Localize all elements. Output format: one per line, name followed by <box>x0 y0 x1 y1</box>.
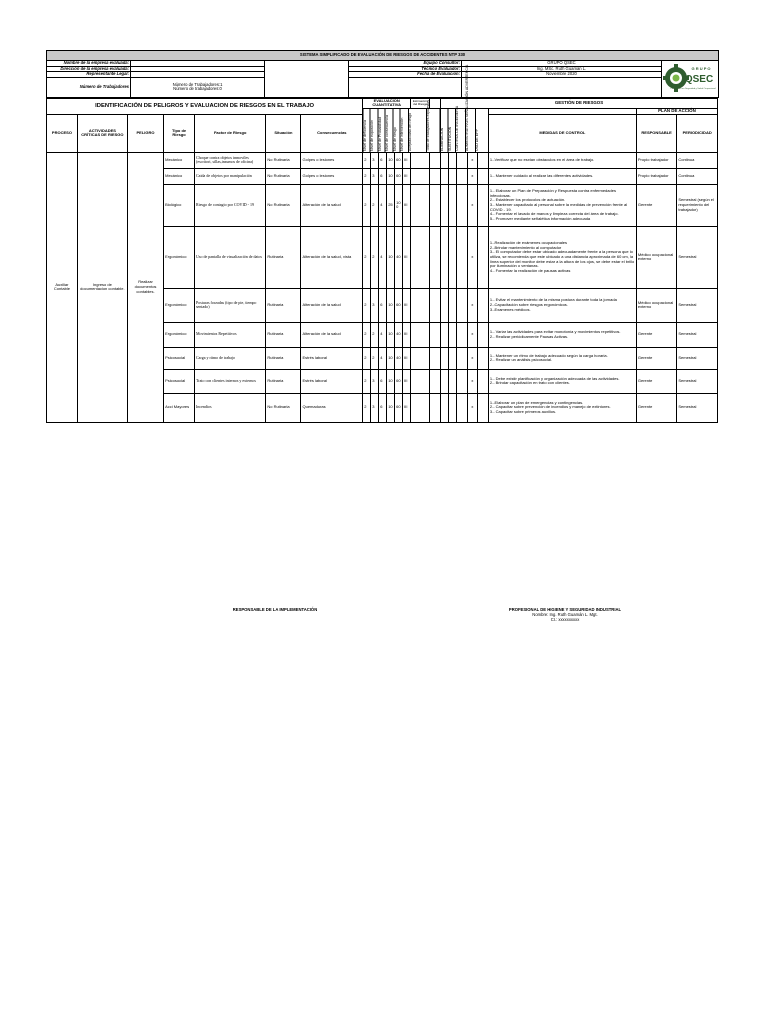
acceptability-cell <box>411 322 430 347</box>
control-measure-line: 3.- El computador debe estar ubicado adecuadamente frente a la persona que lo utiliza, se recomienda que este ubicado a una distancia aproximada de 60 cm, la línea superior del monitor debe estar a la altura de los ojos, se debe estar el brillo por iluminación o ventanas. <box>489 249 635 269</box>
vertical-header-administrativo: ADMINISTRATIVOS SEÑALIZACIÓN ADVERTENCIA <box>465 108 476 152</box>
level-ni-cell: III <box>403 347 411 369</box>
administrative-control-cell: x <box>467 288 478 322</box>
situation-cell: No Rutinaria <box>266 393 301 422</box>
control-measures-cell <box>488 322 636 347</box>
col-factor: Factor de Riesgo <box>195 114 266 152</box>
level-nc-cell: 10 <box>387 152 395 168</box>
control-measure-line: 1.- Elaborar un Plan de Preparación y Respuesta contra enfermedades infecciosas. <box>489 188 616 198</box>
risk-factor-cell: Incendios <box>195 393 266 422</box>
ppe-cell <box>478 288 489 322</box>
control-measures-cell <box>488 288 636 322</box>
vertical-header-epp: USO DE EPP <box>475 108 486 152</box>
level-nr-cell: 40 <box>395 347 403 369</box>
exposed-workers-cell <box>430 226 441 288</box>
control-measures-cell <box>488 184 636 226</box>
vertical-header-ni: Nivel de intervención <box>400 108 409 152</box>
exposed-workers-cell <box>430 168 441 184</box>
risk-type-cell: Mecánico <box>164 168 195 184</box>
level-nd-cell: 2 <box>363 168 371 184</box>
level-ni-cell: III <box>403 393 411 422</box>
exposed-workers-cell <box>430 393 441 422</box>
control-measure-line: 1.- Mantener cuidado al realizar las diferentes actividades. <box>489 172 594 178</box>
col-peligro: PELIGRO <box>127 114 163 152</box>
level-np-cell: 4 <box>379 184 387 226</box>
action-plan-title: PLAN DE ACCIÓN <box>636 108 717 114</box>
responsible-cell: Propio trabajador <box>636 168 676 184</box>
risk-type-cell: Ergonómico <box>164 288 195 322</box>
level-nc-cell: 10 <box>387 226 395 288</box>
control-measure-line: 3.-Examenes médicos. <box>489 306 531 312</box>
level-nr-cell: 60 <box>395 152 403 168</box>
control-measure-line: 4.- Fomentar la realización de pausas activas <box>489 267 571 273</box>
acceptability-cell <box>411 152 430 168</box>
header-blank-cell <box>265 61 349 98</box>
situation-cell: Rutinaria <box>266 226 301 288</box>
elimination-cell <box>440 393 448 422</box>
control-measures-cell <box>488 347 636 369</box>
vertical-header-eliminacion: ELIMINACIÓN <box>440 108 449 152</box>
consequence-cell: Estrés laboral <box>301 369 363 393</box>
level-nc-cell: 10 <box>387 369 395 393</box>
consequence-cell: Alteración de la salud <box>301 322 363 347</box>
elimination-cell <box>440 322 448 347</box>
process-cell: Auxiliar Contable <box>47 152 78 422</box>
level-nc-cell: 10 <box>387 393 395 422</box>
control-measures-cell <box>488 369 636 393</box>
control-measure-line: 5.- Promover mediante señalética información adecuada <box>489 215 591 221</box>
periodicity-cell: Semestral <box>677 322 718 347</box>
acceptability-cell <box>411 288 430 322</box>
periodicity-cell: Semestral <box>677 393 718 422</box>
legal-rep-label: Representante Legal: <box>47 72 131 78</box>
acceptability-cell <box>411 369 430 393</box>
periodicity-cell: Semestral <box>677 288 718 322</box>
management-title: GESTIÓN DE RIESGOS <box>440 98 717 108</box>
elimination-cell <box>440 168 448 184</box>
level-ne-cell: 3 <box>371 288 379 322</box>
vertical-header-nr: Nivel de riesgo <box>393 108 402 152</box>
level-nc-cell: 25 <box>387 184 395 226</box>
level-nd-cell: 2 <box>363 226 371 288</box>
situation-cell: Rutinaria <box>266 347 301 369</box>
level-np-cell: 6 <box>379 288 387 322</box>
control-measure-line: 1.- Mantener un ritmo de trabajo adecuado según la carga horaria. <box>489 352 608 358</box>
vertical-header-sustitucion: SUSTITUCIÓN <box>448 108 457 152</box>
level-ne-cell: 2 <box>371 226 379 288</box>
level-nc-cell: 10 <box>387 347 395 369</box>
level-ni-cell: III <box>403 226 411 288</box>
consequence-cell: Quemaduras <box>301 393 363 422</box>
level-nr-cell: 40 <box>395 322 403 347</box>
logo-main-text: QSEC <box>684 74 714 85</box>
control-measure-line: 2.- Establecer los protocolos de actuación. <box>489 197 566 203</box>
acceptability-cell <box>411 184 430 226</box>
col-responsable: RESPONSABLE <box>636 114 676 152</box>
acceptability-cell <box>411 226 430 288</box>
workers-label: Número de Trabajadores <box>47 77 131 97</box>
risk-type-cell: Ergonómico <box>164 322 195 347</box>
substitution-cell <box>448 226 456 288</box>
risk-type-cell: Mecánico <box>164 152 195 168</box>
control-measure-line: 2.-Brindar mantenimiento al computador <box>489 244 562 250</box>
control-measure-line: 1.- Evitar el mantenimiento de la misma postura durante toda la jornada <box>489 297 617 303</box>
periodicity-cell: Semestral <box>677 369 718 393</box>
date-label: Fecha de Evaluación: <box>349 72 462 78</box>
exposed-workers-cell <box>430 152 441 168</box>
ppe-cell <box>478 393 489 422</box>
engineering-control-cell <box>456 347 467 369</box>
level-ni-cell: III <box>403 168 411 184</box>
ppe-cell <box>478 152 489 168</box>
risk-factor-cell: Movimientos Repetitivos <box>195 322 266 347</box>
acceptability-cell <box>411 168 430 184</box>
hazard-cell: Realizar documentos contables. <box>127 152 163 422</box>
level-np-cell: 4 <box>379 226 387 288</box>
col-periodicidad: PERIODICIDAD <box>677 114 718 152</box>
engineering-control-cell <box>456 393 467 422</box>
level-np-cell: 6 <box>379 168 387 184</box>
identification-title: IDENTIFICACIÓN DE PELIGROS Y EVALUACION DE RIESGOS EN EL TRABAJO <box>47 98 363 114</box>
administrative-control-cell: x <box>467 322 478 347</box>
situation-cell: No Rutinaria <box>266 168 301 184</box>
consequence-cell: Alteración de la salud, vista <box>301 226 363 288</box>
header-blank-cell-2 <box>349 77 462 97</box>
exposed-workers-cell <box>430 288 441 322</box>
col-situacion: Situación <box>266 114 301 152</box>
acceptability-cell <box>411 393 430 422</box>
date-value: Noviembre 2020 <box>462 72 662 78</box>
periodicity-cell: Continua <box>677 168 718 184</box>
col-consecuencias: Consecuencias <box>301 114 363 152</box>
level-nr-cell: 60 <box>395 288 403 322</box>
level-ne-cell: 2 <box>371 347 379 369</box>
substitution-cell <box>448 152 456 168</box>
substitution-cell <box>448 168 456 184</box>
control-measure-line: 1.-Verificar que no esxtan obstaculos en el área de trabajo. <box>489 156 595 162</box>
situation-cell: Rutinaria <box>266 288 301 322</box>
substitution-cell <box>448 347 456 369</box>
risk-type-cell: Psicosocial <box>164 347 195 369</box>
ppe-cell <box>478 347 489 369</box>
document-title: SISTEMA SIMPLIFICADO DE EVALUACIÓN DE RIESGOS DE ACCIDENTES NTP 330 <box>47 51 719 61</box>
engineering-control-cell <box>456 152 467 168</box>
responsible-cell: Gerente <box>636 393 676 422</box>
ppe-cell <box>478 184 489 226</box>
control-measure-line: 2.- Realizar un análisis psicosocial. <box>489 357 553 363</box>
responsible-cell: Médico ocupacional externo <box>636 288 676 322</box>
evaluation-title: EVALUACION CUANTITATIVA <box>363 98 411 108</box>
level-ni-cell: III <box>403 322 411 347</box>
control-measures-cell <box>488 393 636 422</box>
control-measure-line: 4.- Fomentar el lavado de manos y limpieza correcta del área de trabajo. <box>489 211 619 217</box>
consequence-cell: Golpes o lesiones <box>301 168 363 184</box>
vertical-header-np: Nivel de Probabilidad <box>378 108 387 152</box>
risk-factor-cell: Riesgo de contagio por COVID - 19 <box>195 184 266 226</box>
level-nr-cell: 60 <box>395 168 403 184</box>
header-blank-cell-3 <box>462 77 662 97</box>
elimination-cell <box>440 226 448 288</box>
level-np-cell: 4 <box>379 347 387 369</box>
level-ne-cell: 2 <box>371 184 379 226</box>
level-nc-cell: 10 <box>387 288 395 322</box>
level-nd-cell: 2 <box>363 322 371 347</box>
level-ni-cell: III <box>403 184 411 226</box>
level-nd-cell: 2 <box>363 184 371 226</box>
level-nd-cell: 2 <box>363 369 371 393</box>
level-ne-cell: 3 <box>371 369 379 393</box>
risk-factor-cell: Trato con clientes internos y externos <box>195 369 266 393</box>
consequence-cell: Estrés laboral <box>301 347 363 369</box>
vertical-header-ingenieria: CONTROL DE INGENIERÍA <box>455 108 466 152</box>
risk-type-cell: Biológico <box>164 184 195 226</box>
level-np-cell: 6 <box>379 369 387 393</box>
level-ni-cell: III <box>403 369 411 393</box>
consequence-cell: Alteración de la salud <box>301 184 363 226</box>
substitution-cell <box>448 288 456 322</box>
workers-value-2: Número de trabajadores:0 <box>173 86 222 92</box>
evaluator-value: Ing. MSc. Ruth Guamán L. <box>462 66 662 72</box>
elimination-cell <box>440 347 448 369</box>
company-address-label: Dirección de la empresa evaluada: <box>47 66 131 72</box>
col-medidas: MEDIDAS DE CONTROL <box>488 114 636 152</box>
risk-factor-cell: Uso de pantalla de visualización de datos <box>195 226 266 288</box>
level-nr-cell: 60 <box>395 369 403 393</box>
vertical-header-nc: Nivel de consecuencia <box>385 108 394 152</box>
engineering-control-cell <box>456 369 467 393</box>
vertical-header-ne: Nivel de exposición <box>370 108 379 152</box>
control-measures-cell <box>488 168 636 184</box>
administrative-control-cell: x <box>467 226 478 288</box>
level-ne-cell: 3 <box>371 152 379 168</box>
exposed-workers-cell <box>430 322 441 347</box>
level-np-cell: 6 <box>379 393 387 422</box>
vertical-header-trabajadores: Total de trabajadores expuestos <box>426 108 437 152</box>
risk-type-cell: Ergonómico <box>164 226 195 288</box>
logo-cell <box>662 61 719 98</box>
control-measure-line: 1.- Variar las actividades para evitar monotonía y movimientos repetitivos. <box>489 329 621 335</box>
level-nc-cell: 10 <box>387 322 395 347</box>
substitution-cell <box>448 369 456 393</box>
situation-cell: Rutinaria <box>266 322 301 347</box>
exposed-workers-cell <box>430 184 441 226</box>
ppe-cell <box>478 322 489 347</box>
table-row <box>47 152 718 168</box>
level-nd-cell: 2 <box>363 347 371 369</box>
level-nr-cell: 40 <box>395 226 403 288</box>
administrative-control-cell: x <box>467 184 478 226</box>
workers-value-1: Número de Trabajadores:1 <box>172 81 223 87</box>
exposed-workers-cell <box>430 347 441 369</box>
risk-estimation-title: Estimación del Riesgo <box>411 98 430 108</box>
consultant-value: GRUPO QSEC <box>462 61 662 67</box>
col-tipo: Tipo de Riesgo <box>164 114 195 152</box>
control-measure-line: 3.- Mantener capacitado al personal sobre la medidas de prevención frente al COVID - 19. <box>489 201 628 212</box>
risk-factor-cell: Carga y ritmo de trabajo <box>195 347 266 369</box>
control-measure-line: 1.-Realización de exámenes ocupacionales <box>489 240 568 246</box>
level-np-cell: 6 <box>379 152 387 168</box>
header-table <box>46 50 719 98</box>
situation-cell: No Rutinaria <box>266 152 301 168</box>
administrative-control-cell: x <box>467 168 478 184</box>
responsible-cell: Propio trabajador <box>636 152 676 168</box>
risk-factor-cell: Posturas forzadas (tipo de pie, tiempo sentado) <box>195 288 266 322</box>
left-signature <box>200 607 350 612</box>
responsible-cell: Gerente <box>636 322 676 347</box>
risk-matrix-sheet <box>46 50 718 423</box>
risk-type-cell: Acci Mayores <box>164 393 195 422</box>
administrative-control-cell: x <box>467 369 478 393</box>
control-measures-cell <box>488 152 636 168</box>
responsible-cell: Médico ocupacional externo <box>636 226 676 288</box>
right-signature-name: Nombre: Ing. Ruth Guamán L. Mgt. <box>532 612 598 617</box>
control-measure-line: 2.- Capacitar sobre prevención de incendios y manejo de extintores. <box>489 404 611 410</box>
engineering-control-cell <box>456 168 467 184</box>
periodicity-cell: Semestral <box>677 226 718 288</box>
level-np-cell: 4 <box>379 322 387 347</box>
logo-sub-text: Consultoría en Seguridad y Salud Ocupacional <box>670 88 716 90</box>
right-signature-id: CI.: xxxxxxxxxx <box>550 617 580 622</box>
right-signature-title: PROFESIONAL DE HIGIENE Y SEGURIDAD INDUSTRIAL <box>508 607 622 612</box>
activities-cell: Ingreso de documentacion contable. <box>77 152 127 422</box>
right-signature <box>480 607 650 622</box>
col-actividades: ACTIVIDADES CRÍTICAS DE RIESGO <box>77 114 127 152</box>
elimination-cell <box>440 288 448 322</box>
control-measure-line: 3.- Capacitar sobre primeros auxilios. <box>489 409 557 415</box>
level-nd-cell: 2 <box>363 393 371 422</box>
elimination-cell <box>440 369 448 393</box>
level-nr-cell: 60 <box>395 393 403 422</box>
control-measure-line: 2.- Realizar periódicamente Pausas Activas. <box>489 333 569 339</box>
left-signature-title: RESPONSABLE DE LA IMPLEMENTACIÓN <box>232 607 318 612</box>
consequence-cell: Alteración de la salud <box>301 288 363 322</box>
level-nd-cell: 2 <box>363 288 371 322</box>
evaluator-label: Técnico Evaluador: <box>349 66 462 72</box>
control-measures-cell <box>488 226 636 288</box>
consequence-cell: Golpes o lesiones <box>301 152 363 168</box>
ppe-cell <box>478 168 489 184</box>
engineering-control-cell <box>456 184 467 226</box>
blank-head <box>430 98 441 108</box>
level-ni-cell: III <box>403 152 411 168</box>
risk-factor-cell: Caida de objetos por manipulación <box>195 168 266 184</box>
vertical-header-aceptabilidad: Aceptabilidad del riesgo <box>408 108 427 152</box>
substitution-cell <box>448 184 456 226</box>
exposed-workers-cell <box>430 369 441 393</box>
substitution-cell <box>448 393 456 422</box>
level-ne-cell: 2 <box>371 322 379 347</box>
acceptability-cell <box>411 347 430 369</box>
responsible-cell: Gerente <box>636 369 676 393</box>
workers-value <box>131 77 265 97</box>
situation-cell: No Rutinaria <box>266 184 301 226</box>
qsec-logo <box>663 61 717 95</box>
company-name-label: Nombre de la empresa evaluada: <box>47 61 131 67</box>
ppe-cell <box>478 226 489 288</box>
engineering-control-cell <box>456 288 467 322</box>
administrative-control-cell: x <box>467 347 478 369</box>
elimination-cell <box>440 184 448 226</box>
control-measure-line: 2.-Capacitación sobre riesgos ergonómicos. <box>489 301 568 307</box>
engineering-control-cell <box>456 226 467 288</box>
logo-top-text: G R U P O <box>691 66 711 71</box>
col-proceso: PROCESO <box>47 114 78 152</box>
level-ne-cell: 3 <box>371 168 379 184</box>
elimination-cell <box>440 152 448 168</box>
periodicity-cell: Continua <box>677 152 718 168</box>
engineering-control-cell <box>456 322 467 347</box>
periodicity-cell: Semestral (según el requerimiento del trabajador) <box>677 184 718 226</box>
level-nr-cell: 100 <box>395 184 403 226</box>
responsible-cell: Gerente <box>636 184 676 226</box>
risk-factor-cell: Choque contra objetos inmoviles (escritori, sillas,insumos de oficina) <box>195 152 266 168</box>
level-nd-cell: 2 <box>363 152 371 168</box>
responsible-cell: Gerente <box>636 347 676 369</box>
administrative-control-cell: x <box>467 152 478 168</box>
consultant-label: Equipo Consultor: <box>349 61 462 67</box>
substitution-cell <box>448 322 456 347</box>
level-ne-cell: 3 <box>371 393 379 422</box>
risk-type-cell: Psicosocial <box>164 369 195 393</box>
situation-cell: Rutinaria <box>266 369 301 393</box>
control-measure-line: 1.-Elaborar un plan de emergencias y contingencias. <box>489 399 584 405</box>
administrative-control-cell: x <box>467 393 478 422</box>
level-nc-cell: 10 <box>387 168 395 184</box>
periodicity-cell: Semestral <box>677 347 718 369</box>
control-measure-line: 2.- Brindar capacitación en trato con clientes. <box>489 380 570 386</box>
vertical-header-nd: Nivel de deficiencia <box>363 108 372 152</box>
control-measure-line: 1.- Debe existir planificación y organización adecuada de las actividades. <box>489 375 620 381</box>
ppe-cell <box>478 369 489 393</box>
level-ni-cell: III <box>403 288 411 322</box>
